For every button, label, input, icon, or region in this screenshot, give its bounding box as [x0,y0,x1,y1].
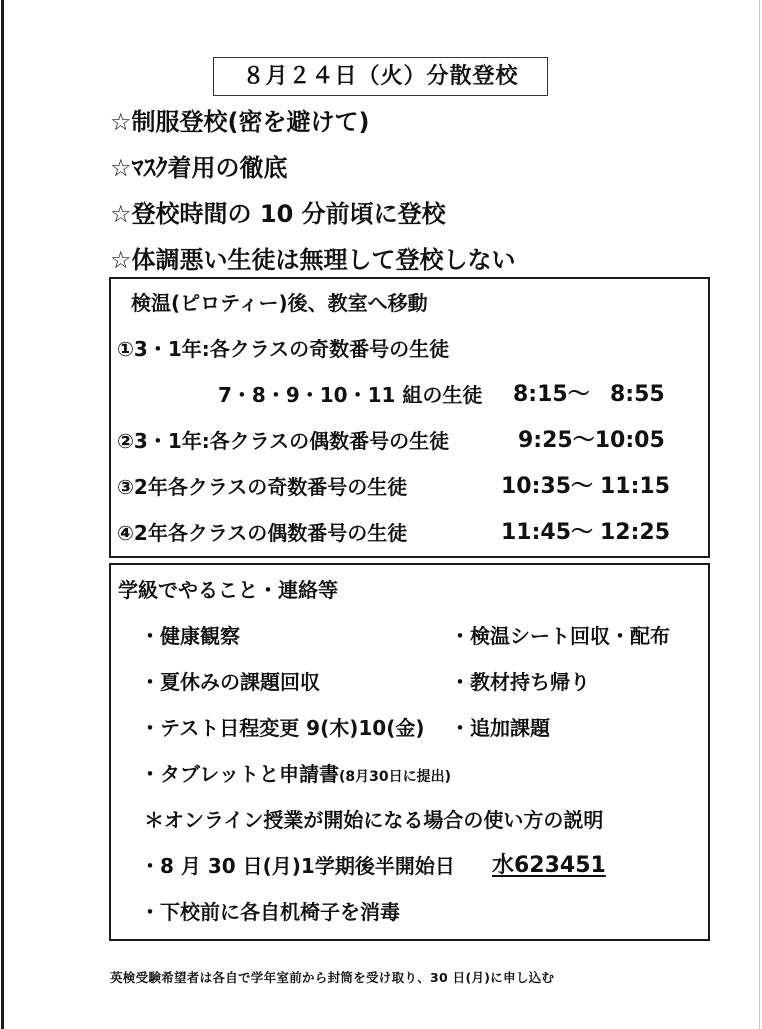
page-left-edge [1,0,4,1029]
task-health-check: ・健康観察 [140,624,240,648]
schedule-row-3-start: 10:35～ [501,474,594,499]
task-term-start: ・8 月 30 日(月)1学期後半開始日 [140,854,455,878]
schedule-row-3-end: 11:15 [600,474,671,499]
page-title: ８月２４日（火）分散登校 [213,57,548,96]
schedule-row-1-end: 8:55 [610,382,665,407]
task-materials-home: ・教材持ち帰り [450,670,590,694]
class-tasks-box [109,563,710,941]
schedule-row-1b-label: 7・8・9・10・11 組の生徒 [218,383,483,407]
notice-arrival-time: ☆登校時間の 10 分前頃に登校 [110,200,446,228]
schedule-row-1-label: ①3・1年:各クラスの奇数番号の生徒 [117,337,450,361]
task-temperature-sheet: ・検温シート回収・配布 [450,624,670,648]
class-tasks-header: 学級でやること・連絡等 [118,578,338,602]
schedule-row-4-start: 11:45～ [501,520,594,545]
task-term-code: 水623451 [492,853,606,878]
schedule-row-2-time: 9:25～10:05 [518,428,665,453]
schedule-row-4-end: 12:25 [600,520,671,545]
notice-mask: ☆ﾏｽｸ着用の徹底 [110,154,288,182]
task-additional-assignment: ・追加課題 [450,716,550,740]
task-disinfect-desks: ・下校前に各自机椅子を消毒 [140,900,400,924]
task-tablet-main: ・タブレットと申請書 [140,762,339,786]
notice-uniform: ☆制服登校(密を避けて) [110,108,370,136]
schedule-row-4-label: ④2年各クラスの偶数番号の生徒 [117,521,408,545]
task-online-explanation: ＊オンライン授業が開始になる場合の使い方の説明 [144,808,604,832]
schedule-box [109,277,710,558]
task-test-schedule-change: ・テスト日程変更 9(木)10(金) [140,716,425,740]
task-tablet-note: (8月30日に提出) [339,769,452,785]
task-tablet [140,761,451,790]
notice-health: ☆体調悪い生徒は無理して登校しない [110,246,516,274]
footer-eiken-note: 英検受験希望者は各自で学年室前から封筒を受け取り、30 日(月)に申し込む [110,970,555,985]
schedule-header: 検温(ピロティー)後、教室へ移動 [131,291,428,315]
schedule-row-3-label: ③2年各クラスの奇数番号の生徒 [117,475,408,499]
schedule-row-1-start: 8:15～ [513,382,590,407]
page-right-edge [759,0,760,1029]
task-homework-collection: ・夏休みの課題回収 [140,670,320,694]
schedule-row-2-label: ②3・1年:各クラスの偶数番号の生徒 [117,429,450,453]
